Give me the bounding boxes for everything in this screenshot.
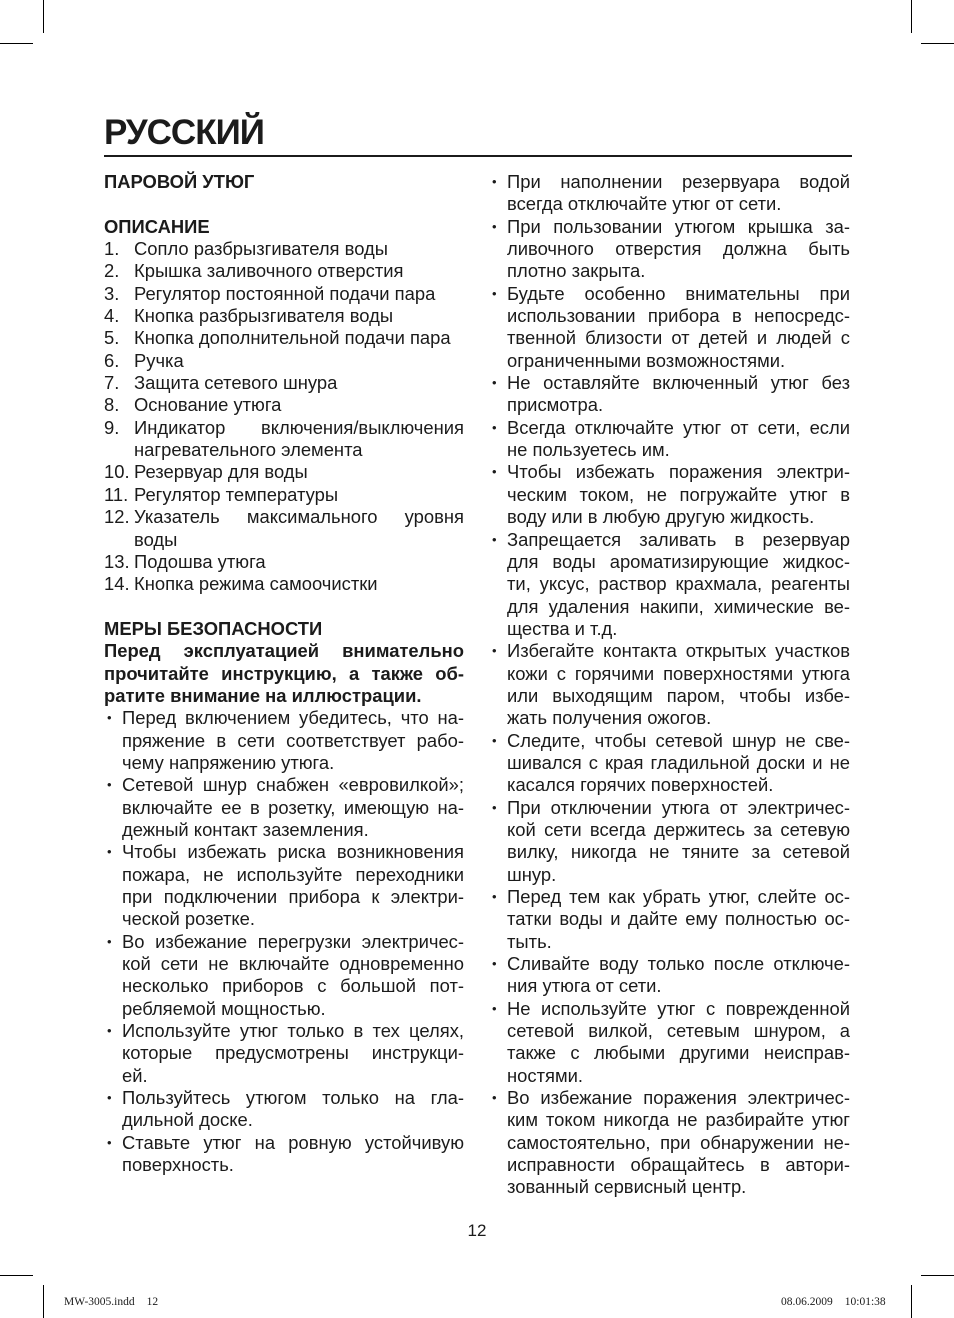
parts-list-item [104, 350, 464, 372]
crop-mark [911, 1285, 912, 1318]
bullet-item [489, 372, 850, 417]
text-line: шивался с края гладильной доски и не [507, 751, 850, 773]
bullet-item [489, 730, 850, 797]
bullet-item [489, 640, 850, 729]
text-line: Защита сетевого шнура [134, 372, 338, 394]
text-line: жать получения ожогов. [507, 707, 712, 729]
slug-filename: MW-3005.indd [64, 1296, 135, 1308]
parts-list-item [104, 551, 464, 573]
parts-list-item [104, 394, 464, 416]
item-text [134, 506, 464, 551]
bullet-item [489, 797, 850, 886]
text-line: ческим током, не погружайте утюг в [507, 483, 850, 505]
item-number: 1. [104, 238, 120, 260]
text-line: ностями. [507, 1064, 583, 1086]
text-line: ограниченными возможностями. [507, 349, 786, 371]
blank-line [104, 193, 464, 215]
text-line: Крышка заливочного отверстия [134, 260, 404, 282]
text-line: щества и т.д. [507, 617, 618, 639]
item-text [134, 327, 464, 349]
parts-list-item [104, 506, 464, 551]
text-line: ребляемой мощностью. [122, 997, 326, 1019]
bullet-icon: • [107, 777, 112, 793]
text-line: Сопло разбрызгивателя воды [134, 238, 388, 260]
text-line: использовании прибора в непосредс- [507, 305, 850, 327]
bullet-text [122, 1087, 464, 1132]
bullet-icon: • [107, 1090, 112, 1106]
text-line: или выходящим паром, чтобы избе- [507, 684, 850, 706]
bullet-text [122, 707, 464, 774]
item-number: 10. [104, 461, 130, 483]
text-line: всегда отключайте утюг от сети. [507, 193, 782, 215]
text-line: Чтобы избежать риска возникновения [122, 841, 464, 863]
bullet-text [122, 774, 464, 841]
bullet-icon: • [492, 1000, 497, 1016]
bullet-icon: • [107, 844, 112, 860]
bullet-icon: • [492, 1090, 497, 1106]
text-line: Основание утюга [134, 394, 282, 416]
item-number: 11. [104, 483, 129, 505]
text-line: исправности обращайтесь в автори- [507, 1154, 850, 1176]
text-line: не пользуетесь им. [507, 439, 670, 461]
parts-list-item [104, 283, 464, 305]
text-line: твенной близости от детей и людей с [507, 327, 850, 349]
text-line: Избегайте контакта открытых участков [507, 640, 850, 662]
bullet-item [489, 417, 850, 462]
bullet-item [489, 1087, 850, 1199]
text-line: Сливайте воду только после отключе- [507, 953, 850, 975]
text-line: Используйте утюг только в тех целях, [122, 1020, 464, 1042]
text-line: Не оставляйте включенный утюг без [507, 372, 850, 394]
text-line: поверхность. [122, 1154, 234, 1176]
bullet-icon: • [492, 419, 497, 435]
bullet-text [507, 1087, 850, 1199]
bullet-text [122, 1132, 464, 1177]
bullet-text [507, 216, 850, 283]
crop-mark [921, 1275, 954, 1276]
bullet-icon: • [492, 643, 497, 659]
text-line: Кнопка дополнительной подачи пара [134, 327, 451, 349]
text-line: кожи с горячими поверхностями утюга [507, 662, 850, 684]
text-line: Перед включением убедитесь, что на- [122, 707, 464, 729]
text-line: зованный сервисный центр. [507, 1176, 747, 1198]
bullet-text [507, 171, 850, 216]
bullet-item [104, 841, 464, 930]
parts-list-item [104, 260, 464, 282]
item-text [134, 484, 464, 506]
bullet-item [489, 886, 850, 953]
text-line: которые предусмотрены инструкци- [122, 1042, 464, 1064]
bullet-text [507, 953, 850, 998]
text-line: Ставьте утюг на ровную устойчивую [122, 1131, 464, 1153]
bullet-list [104, 707, 464, 1176]
parts-list-item [104, 417, 464, 462]
text-line: касался горячих поверхностей. [507, 774, 774, 796]
bullet-icon: • [492, 174, 497, 189]
text-line: Сетевой шнур снабжен «евровилкой»; [122, 774, 464, 796]
text-line: Подошва утюга [134, 550, 266, 572]
product-title: ПАРОВОЙ УТЮГ [104, 171, 255, 192]
text-line: для удаления накипи, химические ве- [507, 595, 850, 617]
parts-list-item [104, 305, 464, 327]
text-line: ния утюга от сети. [507, 975, 662, 997]
item-number: 6. [104, 349, 120, 371]
crop-mark [43, 1285, 44, 1318]
text-line: ратите внимание на иллюстрации. [104, 684, 422, 706]
text-line: воду или в любую другую жидкость. [507, 506, 815, 528]
bullet-item [489, 953, 850, 998]
item-number: 7. [104, 372, 120, 394]
text-line: Ручка [134, 349, 184, 371]
text-line: при подключении прибора к электри- [122, 886, 464, 907]
bullet-text [507, 797, 850, 886]
bullet-text [507, 283, 850, 372]
bullet-icon: • [492, 375, 497, 391]
text-line: Кнопка разбрызгивателя воды [134, 305, 394, 327]
bullet-text [507, 886, 850, 953]
text-line: ким током никогда не разбирайте утюг [507, 1109, 850, 1131]
parts-list-item [104, 238, 464, 260]
bullet-text [507, 529, 850, 641]
bullet-text [122, 931, 464, 1020]
item-text [134, 350, 464, 372]
safety-intro [104, 640, 464, 707]
text-line: нагревательного элемента [134, 439, 363, 461]
slug-file-info [64, 1294, 158, 1310]
item-number: 12. [104, 506, 130, 528]
bullet-icon: • [492, 531, 497, 547]
text-line: татки воды и дайте ему полностью ос- [507, 908, 850, 930]
text-line: дильной доске. [122, 1109, 253, 1131]
text-line: Будьте особенно внимательны при [507, 282, 850, 304]
crop-mark [921, 43, 954, 44]
bullet-icon: • [107, 710, 112, 726]
text-line: При пользовании утюгом крышка за- [507, 215, 850, 237]
text-line: Регулятор постоянной подачи пара [134, 282, 436, 304]
safety-heading: МЕРЫ БЕЗОПАСНОСТИ [104, 617, 323, 639]
item-number: 14. [104, 573, 130, 595]
bullet-icon: • [492, 889, 497, 904]
bullet-icon: • [107, 1023, 112, 1039]
parts-list [104, 238, 464, 596]
text-line: Во избежание поражения электричес- [507, 1087, 850, 1109]
page-number: 12 [467, 1221, 487, 1240]
text-line: несколько приборов с большой пот- [122, 975, 464, 997]
item-number: 9. [104, 416, 120, 438]
bullet-item [489, 216, 850, 283]
slug-page: 12 [146, 1296, 159, 1308]
item-text [134, 238, 464, 260]
text-line: Индикатор включения/выключения [134, 416, 464, 438]
text-line: Резервуар для воды [134, 461, 308, 483]
bullet-item [489, 171, 850, 216]
parts-list-item [104, 573, 464, 595]
crop-mark [0, 43, 33, 44]
bullet-icon: • [492, 285, 497, 301]
bullet-item [104, 1087, 464, 1132]
bullet-text [507, 461, 850, 528]
item-text [134, 573, 464, 595]
text-line: пряжение в сети соответствует рабо- [122, 729, 464, 751]
bullet-item [104, 931, 464, 1020]
bullet-item [104, 1132, 464, 1177]
item-text [134, 260, 464, 282]
bullet-text [507, 730, 850, 797]
bullet-list [489, 171, 850, 1199]
text-line: присмотра. [507, 394, 604, 416]
bullet-icon: • [492, 464, 497, 480]
bullet-text [507, 640, 850, 729]
bullet-text [507, 417, 850, 462]
text-line: Регулятор температуры [134, 483, 339, 505]
blank-line [104, 596, 464, 618]
item-number: 3. [104, 282, 120, 304]
text-line: чему напряжению утюга. [122, 751, 335, 773]
crop-mark [0, 1275, 33, 1276]
text-line: прочитайте инструкцию, а также об- [104, 662, 464, 684]
item-text [134, 305, 464, 327]
parts-list-item [104, 461, 464, 483]
text-line: Всегда отключайте утюг от сети, если [507, 416, 850, 438]
item-number: 8. [104, 394, 120, 416]
bullet-text [122, 841, 464, 930]
description-heading: ОПИСАНИЕ [104, 215, 210, 237]
item-number: 2. [104, 260, 120, 282]
bullet-icon: • [107, 1134, 112, 1150]
text-line: ти, уксус, раствор крахмала, реагенты [507, 573, 850, 595]
text-line: Пользуйтесь утюгом только на гла- [122, 1087, 464, 1109]
text-line: плотно закрыта. [507, 260, 646, 282]
crop-mark [911, 0, 912, 33]
bullet-item [489, 998, 850, 1087]
text-line: тыть. [507, 930, 552, 952]
text-line: При наполнении резервуара водой [507, 171, 850, 192]
bullet-icon: • [107, 933, 112, 949]
bullet-text [122, 1020, 464, 1087]
text-line: дежный контакт заземления. [122, 818, 369, 840]
item-number: 13. [104, 550, 130, 572]
page-title: РУССКИЙ [104, 113, 264, 152]
text-line: ливочного отверстия должна быть [507, 238, 850, 260]
text-line: Указатель максимального уровня [134, 506, 464, 528]
text-line: для воды ароматизирующие жидкос- [507, 550, 850, 572]
text-line: Запрещается заливать в резервуар [507, 528, 850, 550]
text-line: воды [134, 528, 178, 550]
left-column [104, 171, 464, 1176]
bullet-text [507, 998, 850, 1087]
bullet-item [104, 1020, 464, 1087]
text-line: Перед тем как убрать утюг, слейте ос- [507, 886, 850, 907]
text-line: При отключении утюга от электричес- [507, 796, 850, 818]
text-line: кой сети не включайте одновременно [122, 953, 464, 975]
text-line: кой сети всегда держитесь за сетевую [507, 818, 850, 840]
crop-mark [43, 0, 44, 33]
bullet-item [104, 707, 464, 774]
bullet-icon: • [492, 732, 497, 748]
slug-time: 10:01:38 [844, 1296, 886, 1308]
text-line: шнур. [507, 863, 557, 885]
parts-list-item [104, 372, 464, 394]
text-line: вилку, никогда не тяните за сетевой [507, 841, 850, 863]
text-line: включайте ее в розетку, имеющую на- [122, 796, 464, 818]
text-line: Перед эксплуатацией внимательно [104, 640, 464, 662]
item-text [134, 417, 464, 462]
slug-date: 08.06.2009 [781, 1296, 833, 1308]
text-line: самостоятельно, при обнаружении не- [507, 1131, 850, 1153]
item-number: 5. [104, 327, 120, 349]
bullet-item [489, 529, 850, 641]
text-line: также с любыми другими неисправ- [507, 1042, 850, 1064]
text-line: Кнопка режима самоочистки [134, 573, 378, 595]
item-number: 4. [104, 305, 120, 327]
text-line: сетевой вилкой, сетевым шнуром, а [507, 1020, 850, 1042]
item-text [134, 394, 464, 416]
bullet-item [104, 774, 464, 841]
text-line: Следите, чтобы сетевой шнур не све- [507, 729, 850, 751]
bullet-icon: • [492, 799, 497, 815]
parts-list-item [104, 327, 464, 349]
bullet-icon: • [492, 956, 497, 972]
bullet-icon: • [492, 218, 497, 234]
text-line: Во избежание перегрузки электричес- [122, 930, 464, 952]
bullet-text [507, 372, 850, 417]
title-divider [104, 155, 852, 157]
item-text [134, 283, 464, 305]
item-text [134, 551, 464, 573]
bullet-item [489, 461, 850, 528]
text-line: ческой розетке. [122, 908, 255, 930]
text-line: ей. [122, 1064, 148, 1086]
item-text [134, 372, 464, 394]
text-line: Чтобы избежать поражения электри- [507, 461, 850, 483]
slug-timestamp [781, 1294, 886, 1310]
bullet-item [489, 283, 850, 372]
parts-list-item [104, 484, 464, 506]
right-column [489, 171, 850, 1199]
text-line: Не используйте утюг с поврежденной [507, 997, 850, 1019]
item-text [134, 461, 464, 483]
text-line: пожара, не используйте переходники [122, 863, 464, 885]
